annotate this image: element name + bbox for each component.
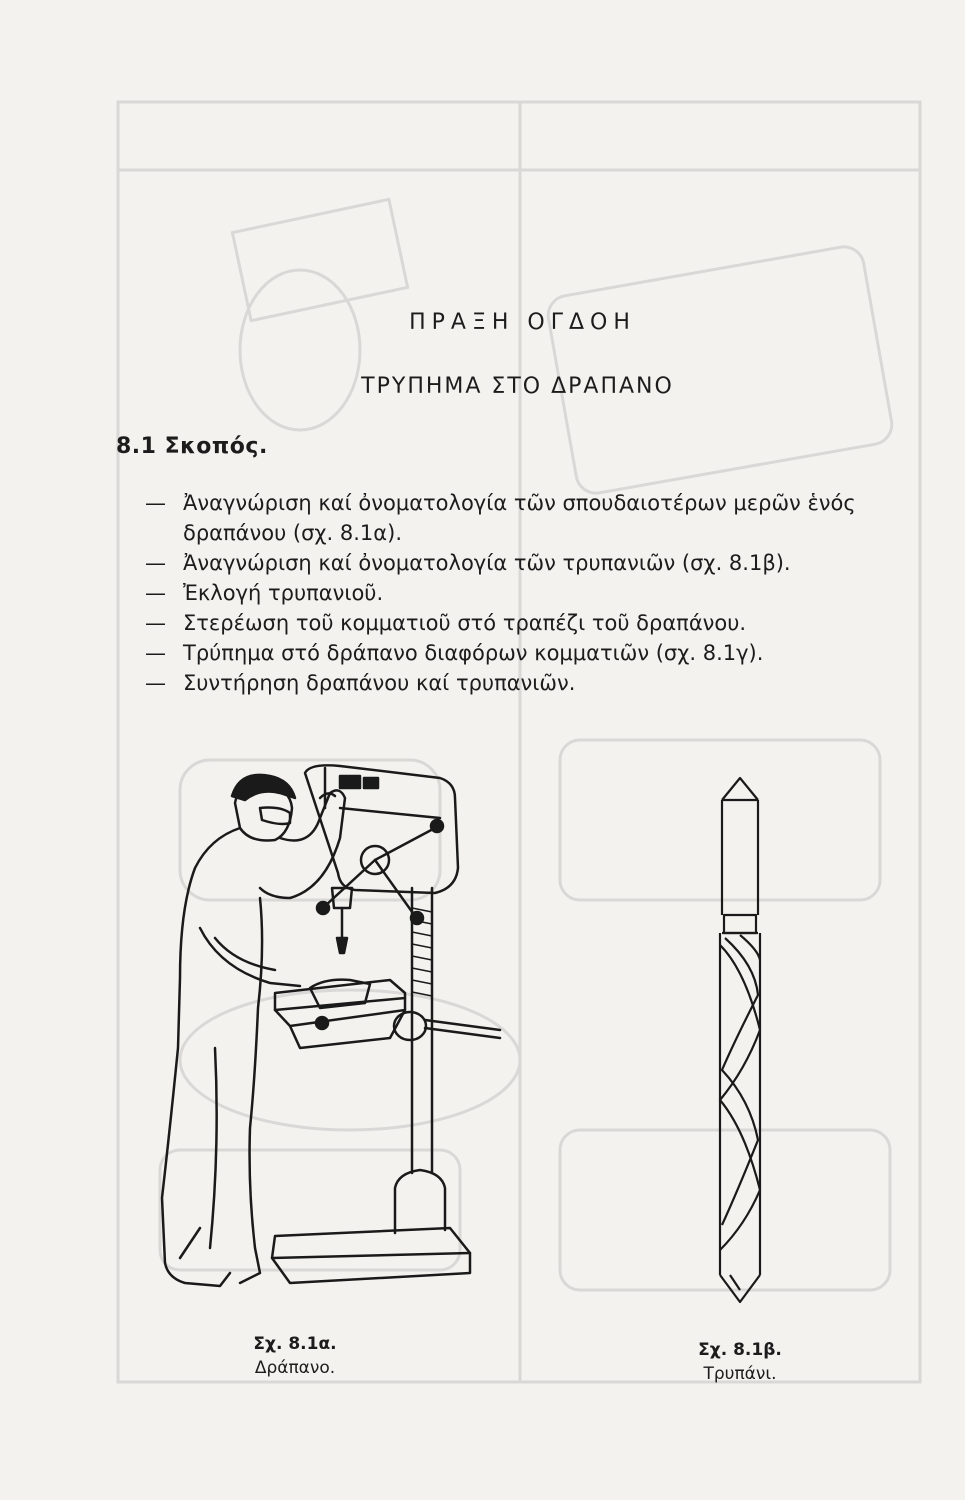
list-dash: — (145, 611, 166, 635)
figure-a-number: Σχ. 8.1α. (253, 1334, 337, 1354)
figure-b-number: Σχ. 8.1β. (698, 1340, 782, 1360)
list-item (145, 548, 935, 578)
list-dash: — (145, 581, 166, 605)
chapter-number: ΠΡΑΞΗ ΟΓΔΟΗ (409, 310, 636, 335)
list-dash: — (145, 641, 166, 665)
list-dash: — (145, 491, 166, 515)
list-item-text: Τρύπημα στό δράπανο διαφόρων κομματιῶν (σχ. 8.1γ). (183, 641, 764, 665)
drill-press-illustration (140, 748, 540, 1308)
list-item (145, 608, 935, 638)
figure-b-caption (680, 1338, 800, 1386)
list-item-text: Ἀναγνώριση καί ὀνοματολογία τῶν σπουδαιοτέρων μερῶν ἑνός δραπάνου (σχ. 8.1α). (183, 491, 856, 545)
list-dash: — (145, 671, 166, 695)
twist-drill-illustration (700, 770, 780, 1310)
list-item (145, 668, 935, 698)
figure-a-name: Δράπανο. (254, 1358, 336, 1378)
list-item-text: Συντήρηση δραπάνου καί τρυπανιῶν. (183, 671, 576, 695)
list-item (145, 488, 935, 548)
list-item (145, 578, 935, 608)
list-item-text: Στερέωση τοῦ κομματιοῦ στό τραπέζι τοῦ δραπάνου. (183, 611, 747, 635)
figure-b-name: Τρυπάνι. (703, 1364, 777, 1384)
list-item-text: Ἀναγνώριση καί ὀνοματολογία τῶν τρυπανιῶν (σχ. 8.1β). (183, 551, 791, 575)
list-item (145, 638, 935, 668)
figure-a-caption (220, 1332, 370, 1380)
section-heading: 8.1 Σκοπός. (116, 434, 268, 459)
objectives-list (145, 488, 935, 698)
list-item-text: Ἐκλογή τρυπανιοῦ. (183, 581, 384, 605)
chapter-title: ΤΡΥΠΗΜΑ ΣΤΟ ΔΡΑΠΑΝΟ (361, 374, 674, 399)
list-dash: — (145, 551, 166, 575)
